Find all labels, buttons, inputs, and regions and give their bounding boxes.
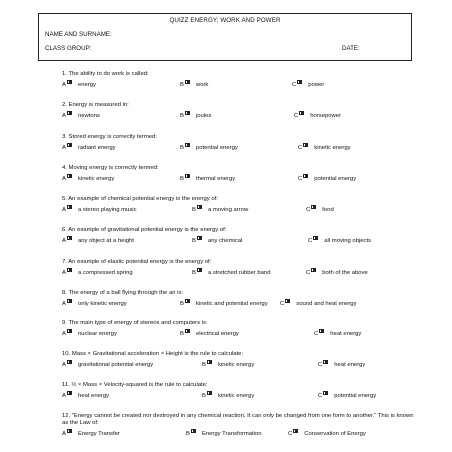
option-text: a compressed spring — [77, 270, 133, 276]
checkbox-icon[interactable] — [207, 391, 213, 396]
option-text: kinetic energy — [217, 362, 255, 368]
option-letter: C — [318, 362, 323, 368]
answer-options — [62, 205, 432, 214]
question-text: 2. Energy is measured in: — [62, 102, 129, 108]
option-text: potential energy — [195, 145, 238, 151]
option-c[interactable] — [288, 429, 366, 438]
option-letter: A — [62, 113, 66, 119]
question-text: 3. Stored energy is correctly termed: — [62, 134, 157, 140]
option-a[interactable] — [62, 143, 116, 152]
question-3 — [62, 134, 432, 152]
option-letter: A — [62, 331, 66, 337]
date-label: DATE: — [342, 45, 360, 52]
option-letter: B — [180, 331, 184, 337]
option-text: work — [195, 82, 209, 88]
checkbox-icon[interactable] — [319, 329, 325, 334]
checkbox-icon[interactable] — [67, 236, 73, 241]
checkbox-icon[interactable] — [323, 391, 329, 396]
checkbox-icon[interactable] — [207, 360, 213, 365]
option-c[interactable] — [294, 111, 341, 120]
question-1 — [62, 71, 432, 89]
option-b[interactable] — [180, 299, 268, 308]
checkbox-icon[interactable] — [197, 268, 203, 273]
class-group-label: CLASS GROUP: — [45, 45, 92, 52]
option-text: joules — [195, 113, 212, 119]
option-letter: B — [192, 207, 196, 213]
option-a[interactable] — [62, 111, 100, 120]
option-text: energy — [77, 82, 96, 88]
checkbox-icon[interactable] — [197, 236, 203, 241]
answer-options — [62, 174, 432, 183]
option-text: heat energy — [330, 331, 362, 337]
option-letter: C — [294, 113, 299, 119]
question-text: 1. The ability to do work is called: — [62, 71, 149, 77]
question-9 — [62, 320, 432, 338]
option-text: thermal energy — [195, 176, 236, 182]
question-text: 6. An example of gravitational potential energy is the energy of: — [62, 227, 227, 233]
option-letter: A — [62, 362, 66, 368]
option-letter: A — [62, 393, 66, 399]
option-letter: B — [180, 301, 184, 307]
option-letter: C — [318, 393, 323, 399]
checkbox-icon[interactable] — [67, 143, 73, 148]
checkbox-icon[interactable] — [323, 360, 329, 365]
option-b[interactable] — [192, 205, 248, 214]
question-text: 7. An example of elastic potential energy is the energy of: — [62, 259, 212, 265]
option-a[interactable] — [62, 299, 127, 308]
option-a[interactable] — [62, 205, 137, 214]
option-b[interactable] — [180, 111, 211, 120]
option-text: any object at a height — [77, 238, 134, 244]
option-letter: A — [62, 207, 66, 213]
option-a[interactable] — [62, 429, 120, 438]
option-text: food — [322, 207, 334, 213]
checkbox-icon[interactable] — [67, 205, 73, 210]
question-5 — [62, 196, 432, 214]
checkbox-icon[interactable] — [185, 329, 191, 334]
option-text: Conservation of Energy — [304, 431, 366, 437]
checkbox-icon[interactable] — [67, 299, 73, 304]
checkbox-icon[interactable] — [303, 174, 309, 179]
option-text: radiant energy — [77, 145, 116, 151]
option-text: electrical energy — [195, 331, 239, 337]
question-4 — [62, 165, 432, 183]
checkbox-icon[interactable] — [67, 268, 73, 273]
option-letter: C — [308, 238, 313, 244]
checkbox-icon[interactable] — [185, 143, 191, 148]
option-b[interactable] — [180, 329, 239, 338]
option-a[interactable] — [62, 174, 114, 183]
option-letter: C — [288, 431, 293, 437]
option-text: horsepower — [310, 113, 342, 119]
option-text: kinetic energy — [217, 393, 255, 399]
option-a[interactable] — [62, 80, 96, 89]
option-text: newtons — [77, 113, 100, 119]
option-letter: A — [62, 145, 66, 151]
question-7 — [62, 259, 432, 277]
quiz-title: QUIZZ ENERGY; WORK AND POWER — [169, 17, 281, 24]
option-letter: C — [298, 145, 303, 151]
checkbox-icon[interactable] — [67, 329, 73, 334]
option-letter: C — [298, 176, 303, 182]
option-letter: A — [62, 431, 66, 437]
option-a[interactable] — [62, 236, 134, 245]
option-b[interactable] — [202, 360, 254, 369]
option-text: kinetic energy — [314, 145, 351, 151]
option-b[interactable] — [180, 143, 238, 152]
option-letter: C — [306, 207, 311, 213]
question-text: 4. Moving energy is correctly termed: — [62, 165, 159, 171]
option-letter: B — [202, 393, 206, 399]
question-text: 11. ½ × Mass × Velocity-squared is the rule to calculate: — [62, 382, 208, 388]
checkbox-icon[interactable] — [311, 205, 317, 210]
option-c[interactable] — [318, 391, 376, 400]
option-letter: B — [192, 238, 196, 244]
option-text: a stretched rubber band — [207, 270, 271, 276]
option-text: heat energy — [77, 393, 110, 399]
option-letter: B — [180, 145, 184, 151]
quiz-header-box — [38, 13, 412, 61]
option-b[interactable] — [186, 429, 262, 438]
checkbox-icon[interactable] — [297, 80, 303, 85]
question-text: 9. The main type of energy of stereos and computers is: — [62, 320, 208, 326]
checkbox-icon[interactable] — [185, 80, 191, 85]
answer-options — [62, 329, 432, 338]
option-letter: B — [202, 362, 206, 368]
option-b[interactable] — [180, 174, 235, 183]
option-b[interactable] — [180, 80, 208, 89]
option-b[interactable] — [192, 236, 242, 245]
checkbox-icon[interactable] — [185, 299, 191, 304]
answer-options — [62, 268, 432, 277]
option-text: sound and heat energy — [296, 301, 357, 307]
option-letter: B — [192, 270, 196, 276]
answer-options — [62, 429, 432, 438]
option-letter: B — [180, 113, 184, 119]
checkbox-icon[interactable] — [185, 111, 191, 116]
option-a[interactable] — [62, 329, 117, 338]
question-text: 8. The energy of a ball flying through the air is: — [62, 290, 184, 296]
checkbox-icon[interactable] — [303, 143, 309, 148]
option-text: gravitational potential energy — [77, 362, 154, 368]
answer-options — [62, 111, 432, 120]
answer-options — [62, 391, 432, 400]
option-text: a moving arrow — [207, 207, 249, 213]
option-text: both of the above — [322, 270, 368, 276]
checkbox-icon[interactable] — [299, 111, 305, 116]
option-c[interactable] — [298, 174, 356, 183]
option-text: nuclear energy — [77, 331, 117, 337]
checkbox-icon[interactable] — [67, 391, 73, 396]
option-letter: C — [280, 301, 285, 307]
question-6 — [62, 227, 432, 245]
question-text: 10. Mass × Gravitational acceleration × Height is the rule to calculate: — [62, 351, 244, 357]
checkbox-icon[interactable] — [185, 174, 191, 179]
answer-options — [62, 80, 432, 89]
option-letter: B — [186, 431, 190, 437]
option-text: only kinetic energy — [77, 301, 127, 307]
option-b[interactable] — [202, 391, 254, 400]
question-12 — [62, 413, 432, 438]
option-letter: C — [306, 270, 311, 276]
checkbox-icon[interactable] — [285, 299, 291, 304]
checkbox-icon[interactable] — [313, 236, 319, 241]
option-text: power — [308, 82, 325, 88]
option-letter: A — [62, 238, 66, 244]
question-2 — [62, 102, 432, 120]
option-c[interactable] — [306, 205, 334, 214]
option-a[interactable] — [62, 360, 153, 369]
answer-options — [62, 236, 432, 245]
option-letter: A — [62, 82, 66, 88]
option-a[interactable] — [62, 391, 109, 400]
option-text: a stereo playing music — [77, 207, 137, 213]
option-letter: B — [180, 82, 184, 88]
checkbox-icon[interactable] — [311, 268, 317, 273]
option-text: potential energy — [334, 393, 377, 399]
option-text: kinetic and potential energy — [195, 301, 268, 307]
answer-options — [62, 360, 432, 369]
option-c[interactable] — [298, 143, 351, 152]
question-10 — [62, 351, 432, 369]
checkbox-icon[interactable] — [67, 360, 73, 365]
checkbox-icon[interactable] — [293, 429, 299, 434]
question-text: 12. "Energy cannot be created nor destroyed in any chemical reaction. It can only be changed from one form to another." This is known as the Law of: — [62, 413, 414, 426]
option-letter: B — [180, 176, 184, 182]
option-c[interactable] — [280, 299, 357, 308]
option-a[interactable] — [62, 268, 133, 277]
question-11 — [62, 382, 432, 400]
question-8 — [62, 290, 432, 308]
answer-options — [62, 299, 432, 308]
option-text: Energy Transformation — [201, 431, 262, 437]
option-text: any chemical — [207, 238, 243, 244]
name-surname-label: NAME AND SURNAME: — [45, 31, 112, 38]
checkbox-icon[interactable] — [67, 174, 73, 179]
option-c[interactable] — [308, 236, 371, 245]
option-c[interactable] — [314, 329, 361, 338]
option-text: Energy Transfer — [77, 431, 120, 437]
option-text: all moving objects — [324, 238, 372, 244]
checkbox-icon[interactable] — [67, 111, 73, 116]
checkbox-icon[interactable] — [67, 429, 73, 434]
option-text: potential energy — [314, 176, 357, 182]
checkbox-icon[interactable] — [67, 80, 73, 85]
question-text: 5. An example of chemical potential energy is the energy of: — [62, 196, 218, 202]
option-letter: A — [62, 270, 66, 276]
checkbox-icon[interactable] — [191, 429, 197, 434]
option-b[interactable] — [192, 268, 271, 277]
option-c[interactable] — [292, 80, 324, 89]
answer-options — [62, 143, 432, 152]
option-c[interactable] — [318, 360, 365, 369]
option-text: kinetic energy — [77, 176, 115, 182]
option-letter: A — [62, 301, 66, 307]
option-c[interactable] — [306, 268, 368, 277]
checkbox-icon[interactable] — [197, 205, 203, 210]
option-letter: C — [314, 331, 319, 337]
option-letter: C — [292, 82, 297, 88]
option-letter: A — [62, 176, 66, 182]
option-text: heat energy — [334, 362, 366, 368]
